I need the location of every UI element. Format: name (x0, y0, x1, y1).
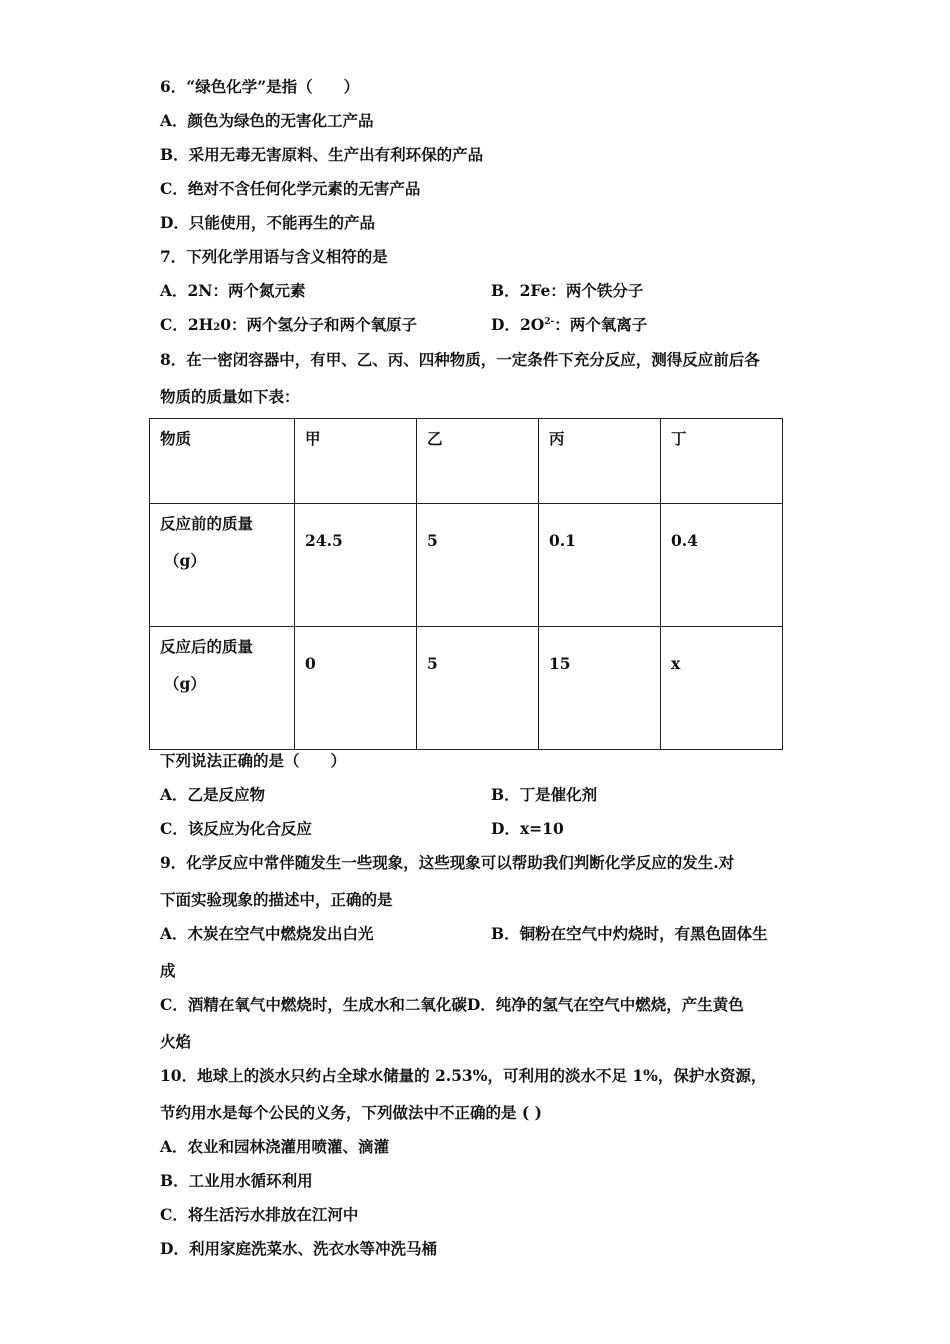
q10-option-d: D．利用家庭洗菜水、洗衣水等冲洗马桶 (160, 1239, 437, 1258)
row-label-unit: （g） (164, 551, 206, 570)
q10-stem-line2: 节约用水是每个公民的义务，下列做法中不正确的是 ( ) (160, 1103, 542, 1122)
q10-stem-line1: 10．地球上的淡水只约占全球水储量的 2.53%，可利用的淡水不足 1%，保护水资源， (160, 1066, 767, 1085)
table-cell (661, 627, 783, 750)
cell-value: 15 (549, 654, 571, 673)
q7-option-c-pre: C．2H (160, 315, 214, 334)
q7-option-d (491, 315, 647, 335)
table-row-before (150, 504, 783, 627)
q8-question: 下列说法正确的是（ ） (160, 751, 347, 770)
q8-option-c: C．该反应为化合反应 (160, 819, 312, 838)
q7-stem: 7．下列化学用语与含义相符的是 (160, 247, 388, 266)
q8-option-a: A．乙是反应物 (160, 785, 266, 804)
q10-option-b: B．工业用水循环利用 (160, 1171, 313, 1190)
q6-stem: 6．“绿色化学”是指（ ） (160, 77, 360, 96)
q7-option-d-pre: D．2O (491, 315, 545, 334)
cell-value: 5 (427, 654, 438, 673)
q8-stem-line2: 物质的质量如下表： (160, 387, 300, 406)
q7-option-c-subscript: 2 (213, 322, 221, 333)
q8-option-d: D．x=10 (491, 819, 564, 838)
q6-option-c: C．绝对不含任何化学元素的无害产品 (160, 179, 421, 198)
cell-value: 5 (427, 531, 438, 550)
q9-option-b-continued: 成 (160, 961, 176, 980)
q9-stem-line2: 下面实验现象的描述中，正确的是 (160, 890, 393, 909)
table-cell (417, 627, 539, 750)
q9-option-b: B．铜粉在空气中灼烧时，有黑色固体生 (491, 924, 768, 943)
table-header-cell: 丙 (539, 419, 661, 504)
table-header-row (150, 419, 783, 504)
q7-option-c (160, 315, 417, 335)
q10-option-c: C．将生活污水排放在江河中 (160, 1205, 359, 1224)
table-header-cell: 物质 (150, 419, 295, 504)
q8-stem-line1: 8．在一密闭容器中，有甲、乙、丙、四种物质，一定条件下充分反应，测得反应前后各 (160, 350, 760, 369)
cell-value: 24.5 (305, 531, 343, 550)
table-header-cell: 乙 (417, 419, 539, 504)
cell-value: 0.1 (549, 531, 576, 550)
q7-option-d-post: ：两个氧离子 (554, 315, 648, 334)
q7-option-c-post: 0：两个氢分子和两个氧原子 (220, 315, 418, 334)
table-header-cell: 甲 (295, 419, 417, 504)
q6-option-d: D．只能使用，不能再生的产品 (160, 213, 375, 232)
table-cell (295, 627, 417, 750)
q6-option-a: A．颜色为绿色的无害化工产品 (160, 111, 374, 130)
q7-option-a: A．2N：两个氮元素 (160, 281, 306, 300)
row-label-text: 反应前的质量 (160, 514, 254, 533)
cell-value: 0 (305, 654, 316, 673)
table-cell (539, 504, 661, 627)
table-cell (295, 504, 417, 627)
cell-value: x (671, 654, 681, 673)
q8-option-b: B．丁是催化剂 (491, 785, 598, 804)
q6-option-b: B．采用无毒无害原料、生产出有利环保的产品 (160, 145, 484, 164)
table-cell (417, 504, 539, 627)
q7-option-d-superscript: 2- (544, 316, 555, 327)
row-label-unit: （g） (164, 674, 206, 693)
table-header-cell: 丁 (661, 419, 783, 504)
table-cell (661, 504, 783, 627)
q9-option-d-continued: 火焰 (160, 1032, 192, 1051)
row-label-text: 反应后的质量 (160, 637, 254, 656)
table-row-after (150, 627, 783, 750)
mass-table (149, 418, 783, 750)
q7-option-b: B．2Fe：两个铁分子 (491, 281, 644, 300)
row-label (150, 504, 295, 627)
q9-stem-line1: 9．化学反应中常伴随发生一些现象，这些现象可以帮助我们判断化学反应的发生.对 (160, 853, 735, 872)
row-label (150, 627, 295, 750)
cell-value: 0.4 (671, 531, 698, 550)
table-cell (539, 627, 661, 750)
q9-option-a: A．木炭在空气中燃烧发出白光 (160, 924, 374, 943)
q9-option-c-d: C．酒精在氧气中燃烧时，生成水和二氧化碳D．纯净的氢气在空气中燃烧，产生黄色 (160, 995, 744, 1014)
q10-option-a: A．农业和园林浇灌用喷灌、滴灌 (160, 1137, 390, 1156)
